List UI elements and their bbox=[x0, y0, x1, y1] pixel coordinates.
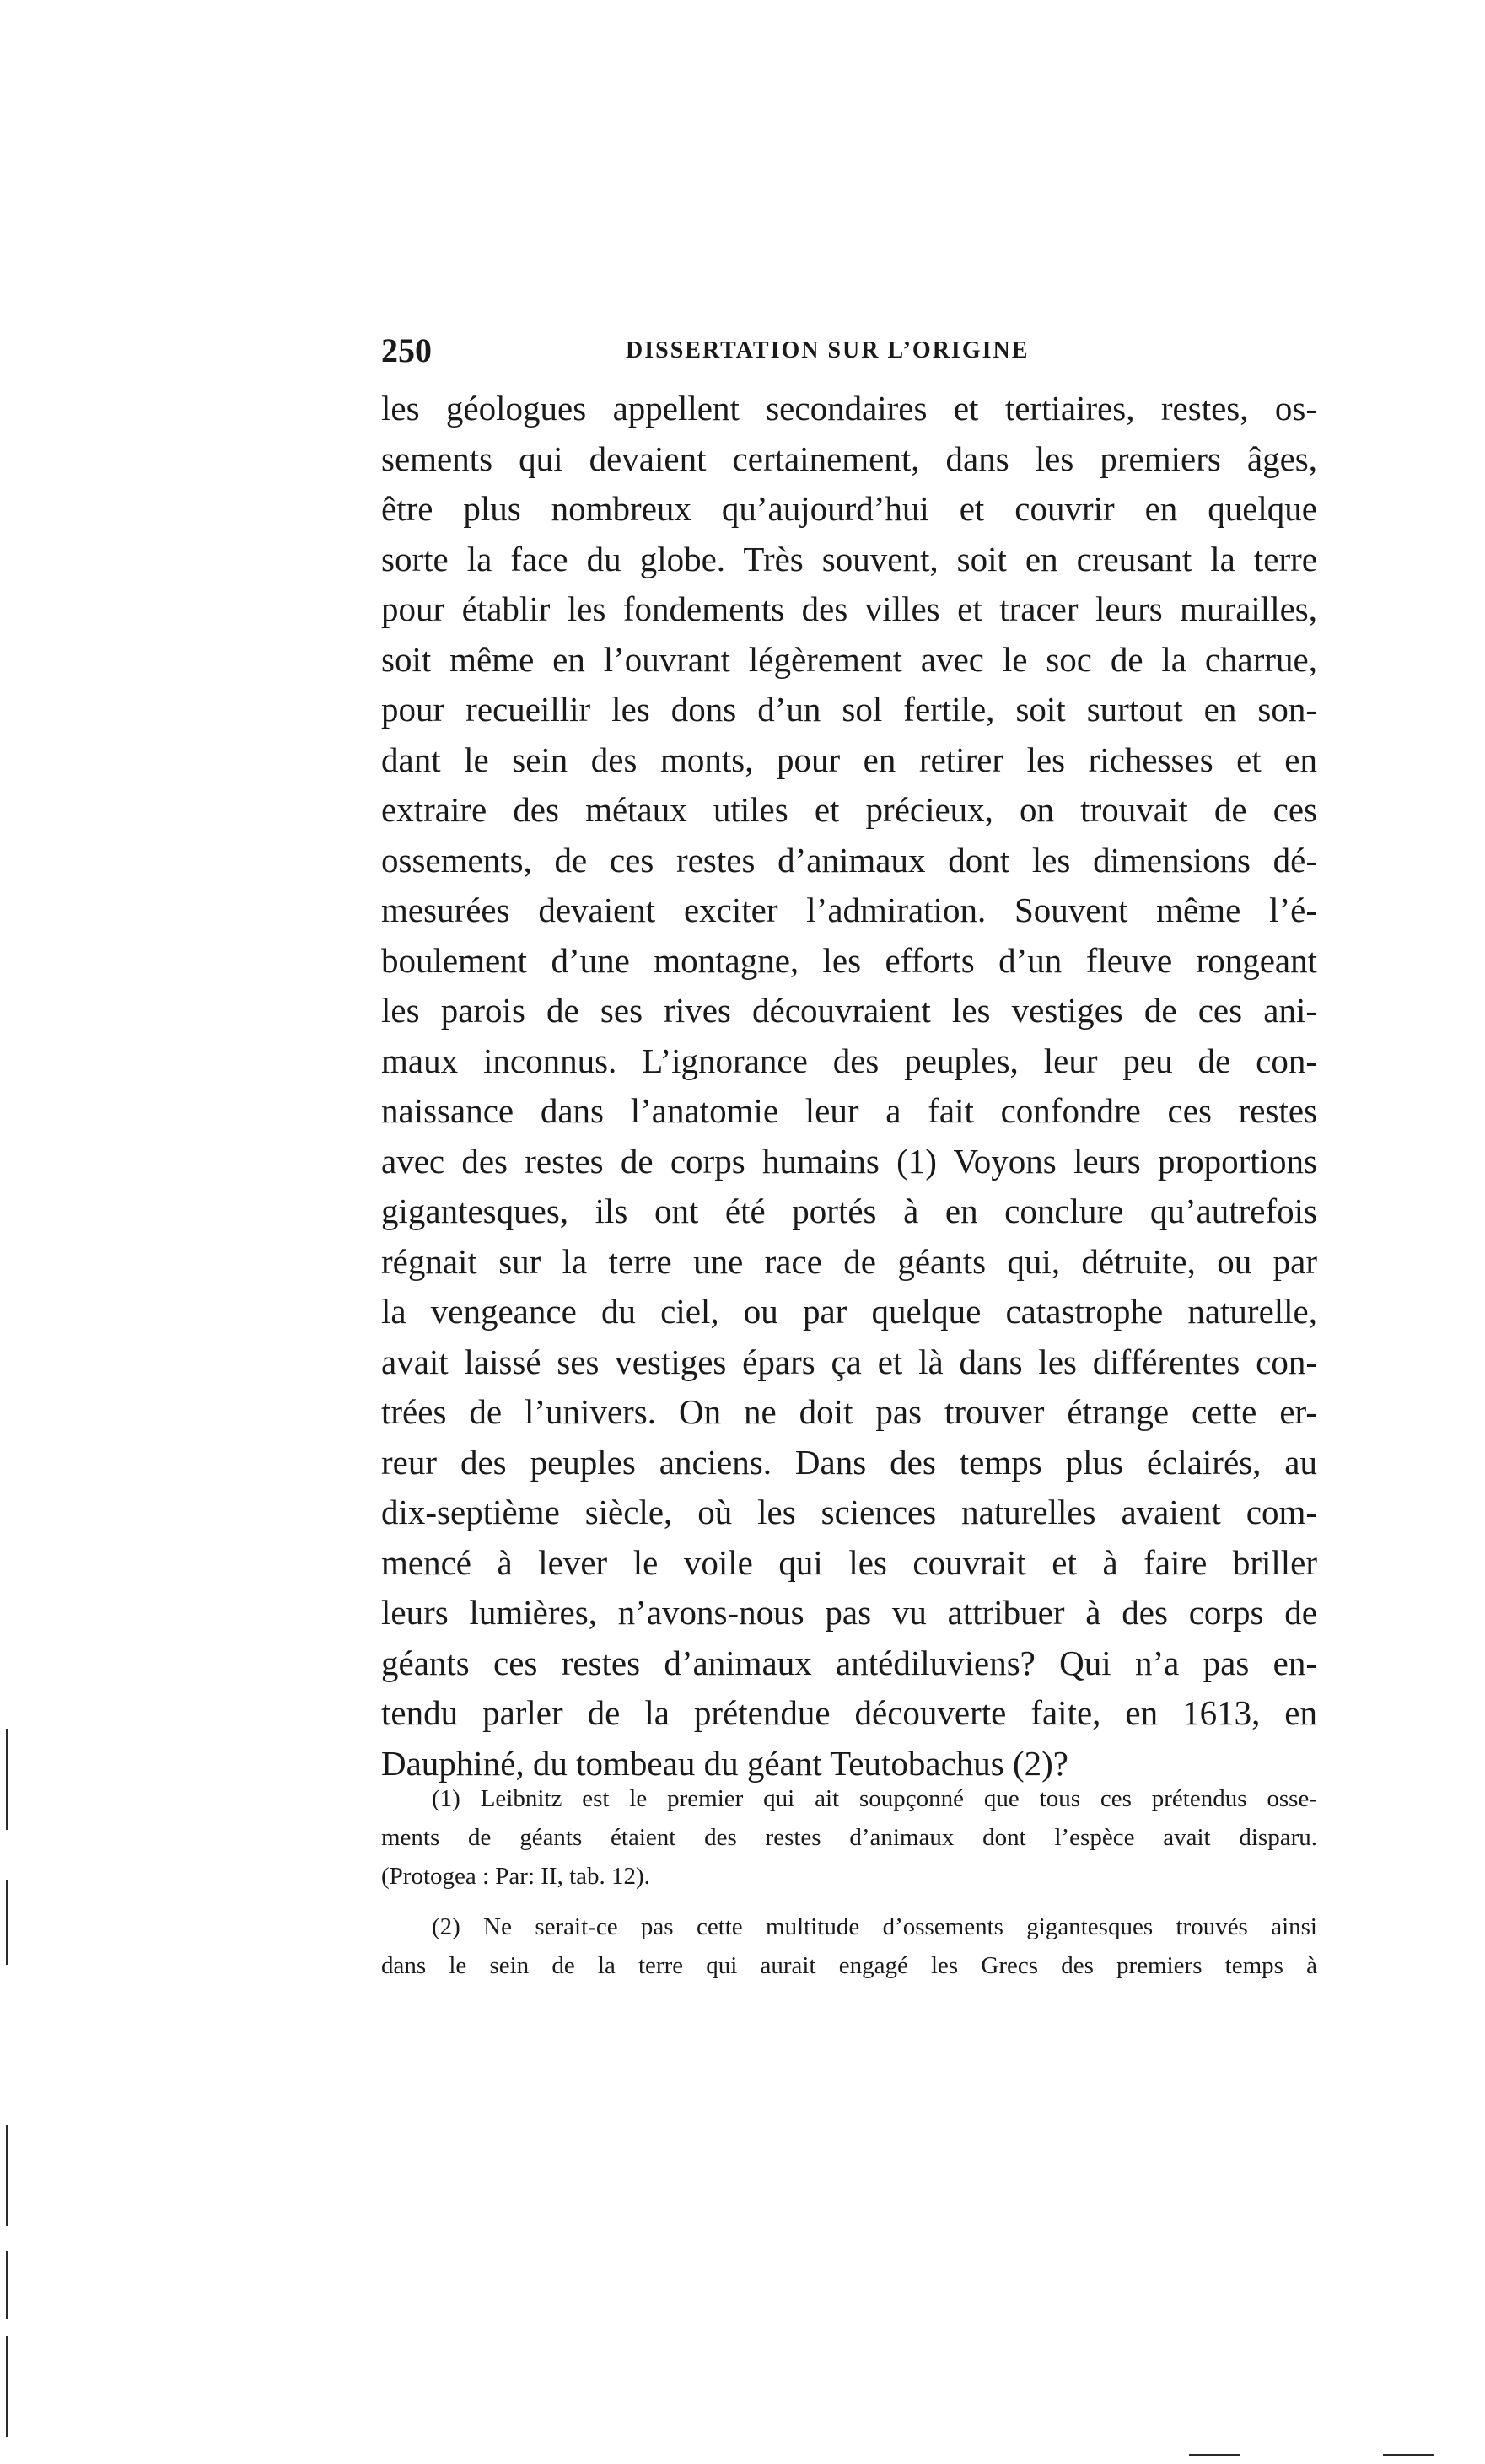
text-line: avec des restes de corps humains (1) Voyons leurs proportions bbox=[381, 1141, 1317, 1181]
text-line: Dauphiné, du tombeau du géant Teutobachus (2)? bbox=[381, 1743, 1068, 1783]
footnote-line: (2) Ne serait-ce pas cette multitude d’ossements gigantesques trouvés ainsi bbox=[432, 1913, 1317, 1940]
footnote-line: (Protogea : Par: II, tab. 12). bbox=[381, 1863, 650, 1890]
text-line: leurs lumières, n’avons-nous pas vu attribuer à des corps de bbox=[381, 1593, 1317, 1632]
text-line: boulement d’une montagne, les efforts d’un fleuve rongeant bbox=[381, 940, 1317, 980]
running-title: DISSERTATION SUR L’ORIGINE bbox=[626, 337, 1030, 363]
text-line: gigantesques, ils ont été portés à en conclure qu’autrefois bbox=[381, 1192, 1317, 1230]
footnote-line: ments de géants étaient des restes d’animaux dont l’espèce avait disparu. bbox=[381, 1824, 1317, 1851]
margin-rule bbox=[6, 2251, 8, 2319]
text-line: sorte la face du globe. Très souvent, soit en creusant la terre bbox=[381, 539, 1317, 578]
text-line: tendu parler de la prétendue découverte faite, en 1613, en bbox=[381, 1693, 1317, 1732]
text-line: mencé à lever le voile qui les couvrait et à faire briller bbox=[381, 1542, 1317, 1582]
running-head bbox=[381, 331, 1317, 381]
text-line: trées de l’univers. On ne doit pas trouver étrange cette er- bbox=[381, 1392, 1317, 1431]
body-text bbox=[381, 384, 1317, 1789]
text-line: mesurées devaient exciter l’admiration. Souvent même l’é- bbox=[381, 890, 1317, 929]
text-line: extraire des métaux utiles et précieux, on trouvait de ces bbox=[381, 790, 1317, 829]
margin-rule bbox=[6, 1880, 8, 1965]
text-line: géants ces restes d’animaux antédiluviens? Qui n’a pas en- bbox=[381, 1643, 1317, 1682]
text-line: les parois de ses rives découvraient les vestiges de ces ani- bbox=[381, 991, 1317, 1030]
text-line: soit même en l’ouvrant légèrement avec le soc de la charrue, bbox=[381, 639, 1317, 679]
text-line: être plus nombreux qu’aujourd’hui et couvrir en quelque bbox=[381, 489, 1317, 528]
margin-rule bbox=[6, 2125, 8, 2226]
bottom-rule bbox=[1189, 2454, 1240, 2456]
text-line: régnait sur la terre une race de géants qui, détruite, ou par bbox=[381, 1241, 1317, 1281]
footnote-line: dans le sein de la terre qui aurait engagé les Grecs des premiers temps à bbox=[381, 1952, 1317, 1979]
text-line: maux inconnus. L’ignorance des peuples, leur peu de con- bbox=[381, 1041, 1317, 1080]
footnote-line: (1) Leibnitz est le premier qui ait soupçonné que tous ces prétendus osse- bbox=[432, 1785, 1317, 1812]
text-line: reur des peuples anciens. Dans des temps plus éclairés, au bbox=[381, 1442, 1317, 1482]
text-line: pour recueillir les dons d’un sol fertile, soit surtout en son- bbox=[381, 690, 1317, 729]
footnote-1 bbox=[381, 1779, 1317, 1896]
bottom-rule bbox=[1383, 2454, 1434, 2456]
text-line: la vengeance du ciel, ou par quelque catastrophe naturelle, bbox=[381, 1292, 1317, 1331]
text-line: pour établir les fondements des villes et tracer leurs murailles, bbox=[381, 589, 1317, 628]
footnotes bbox=[381, 1779, 1317, 1985]
text-line: naissance dans l’anatomie leur a fait confondre ces restes bbox=[381, 1091, 1317, 1130]
text-line: les géologues appellent secondaires et tertiaires, restes, os- bbox=[381, 389, 1317, 428]
text-line: ossements, de ces restes d’animaux dont les dimensions dé- bbox=[381, 840, 1317, 880]
margin-rule bbox=[6, 2336, 8, 2437]
text-line: dant le sein des monts, pour en retirer les richesses et en bbox=[381, 740, 1317, 779]
text-line: avait laissé ses vestiges épars ça et là dans les différentes con- bbox=[381, 1342, 1317, 1381]
margin-rule bbox=[6, 1729, 8, 1830]
page-number: 250 bbox=[381, 331, 432, 369]
text-line: sements qui devaient certainement, dans les premiers âges, bbox=[381, 438, 1317, 478]
footnote-2 bbox=[381, 1907, 1317, 1985]
text-line: dix-septième siècle, où les sciences naturelles avaient com- bbox=[381, 1493, 1317, 1531]
